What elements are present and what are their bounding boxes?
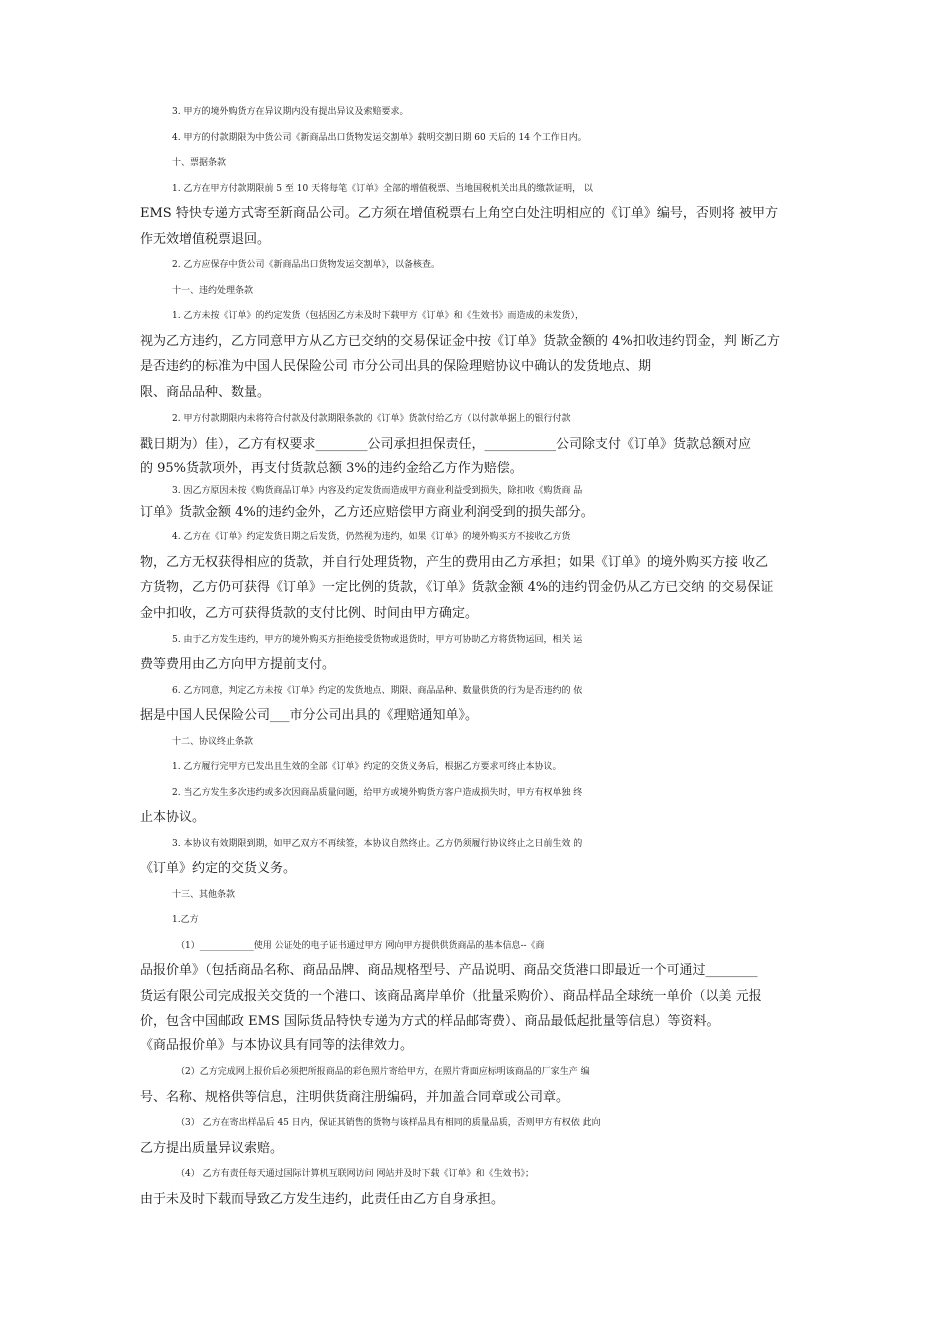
text-line: （2）乙方完成网上报价后必须把所报商品的彩色照片寄给甲方，在照片背面应标明该商品的厂家生产 编 [176,1067,590,1077]
text-line: 4. 甲方的付款期限为中货公司《新商品出口货物发运交割单》载明交割日期 60 天后的 14 个工作日内。 [172,133,587,143]
text-line: 6. 乙方同意，判定乙方未按《订单》约定的发货地点、期限、商品品种、数量供货的行为是否违约的 依 [172,686,583,696]
text-line: EMS 特快专递方式寄至新商品公司。乙方须在增值税票右上角空白处注明相应的《订单》编号，否则将 被甲方 [140,206,778,221]
text-line: 的 95%货款项外，再支付货款总额 3%的违约金给乙方作为赔偿。 [140,461,523,476]
text-line: 2. 甲方付款期限内未将符合付款及付款期限条款的《订单》货款付给乙方（以付款单据上的银行付款 [172,414,571,424]
text-line: 作无效增值税票退回。 [140,232,271,247]
text-line: 3. 本协议有效期限到期，如甲乙双方不再续签，本协议自然终止。乙方仍须履行协议终止之日前生效 的 [172,839,583,849]
text-line: （4） 乙方有责任每天通过国际计算机互联网访问 网站并及时下载《订单》和《生效书》； [176,1169,534,1179]
text-line: 据是中国人民保险公司___市分公司出具的《理赔通知单》。 [140,708,479,723]
text-line: 货运有限公司完成报关交货的一个港口、该商品离岸单价（批量采购价）、商品样品全球统一单价（以美 元报 [140,989,762,1004]
section-heading: 十三、其他条款 [172,890,236,900]
text-line: 戳日期为）佳），乙方有权要求________公司承担担保责任，___________公司除支付《订单》货款总额对应 [140,437,752,452]
text-line: （1）____________使用 公证处的电子证书通过甲方 网向甲方提供供货商品的基本信息--《商 [176,941,545,951]
section-heading: 十、票据条款 [172,158,227,168]
text-line: 是否违约的标准为中国人民保险公司 市分公司出具的保险理赔协议中确认的发货地点、期 [140,359,652,374]
text-line: 1.乙方 [172,915,199,925]
text-line: 方货物，乙方仍可获得《订单》一定比例的货款，《订单》货款金额 4%的违约罚金仍从乙方已交纳 的交易保证 [140,580,774,595]
text-line: 《商品报价单》与本协议具有同等的法律效力。 [140,1038,414,1053]
text-line: 订单》货款金额 4%的违约金外，乙方还应赔偿甲方商业利润受到的损失部分。 [140,505,594,520]
text-line: 品报价单》（包括商品名称、商品品牌、商品规格型号、产品说明、商品交货港口即最近一个可通过________ [140,963,758,978]
text-line: 1. 乙方在甲方付款期限前 5 至 10 天将每笔《订单》全部的增值税票、当地国税机关出具的缴款证明， 以 [172,184,593,194]
text-line: 止本协议。 [140,810,206,825]
text-line: 金中扣收，乙方可获得货款的支付比例、时间由甲方确定。 [140,606,479,621]
text-line: 乙方提出质量异议索赔。 [140,1141,284,1156]
text-line: 号、名称、规格供等信息，注明供货商注册编码，并加盖合同章或公司章。 [140,1090,570,1105]
text-line: 由于未及时下载而导致乙方发生违约，此责任由乙方自身承担。 [140,1192,505,1207]
text-line: 4. 乙方在《订单》约定发货日期之后发货，仍然视为违约，如果《订单》的境外购买方不接收乙方货 [172,532,571,542]
section-heading: 十一、违约处理条款 [172,286,254,296]
text-line: （3） 乙方在寄出样品后 45 日内，保证其销售的货物与该样品具有相同的质量品质，否则甲方有权依 此向 [176,1118,601,1128]
text-line: 5. 由于乙方发生违约，甲方的境外购买方拒绝接受货物或退货时，甲方可协助乙方将货物运回，相关 运 [172,635,583,645]
text-line: 3. 因乙方原因未按《购货商品订单》内容及约定发货而造成甲方商业利益受到损失，除扣收《购货商 品 [172,486,583,496]
text-line: 《订单》约定的交货义务。 [140,861,297,876]
text-line: 费等费用由乙方向甲方提前支付。 [140,657,336,672]
text-line: 2. 乙方应保存中货公司《新商品出口货物发运交割单》，以备核查。 [172,260,440,270]
text-line: 价，包含中国邮政 EMS 国际货品特快专递为方式的样品邮寄费）、商品最低起批量等信息）等资料。 [140,1014,720,1029]
text-line: 限、商品品种、数量。 [140,385,271,400]
text-line: 1. 乙方未按《订单》的约定发货（包括因乙方未及时下载甲方《订单》和《生效书》而造成的未发货）， [172,311,584,321]
text-line: 物，乙方无权获得相应的货款，并自行处理货物，产生的费用由乙方承担；如果《订单》的境外购买方接 收乙 [140,555,769,570]
text-line: 2. 当乙方发生多次违约或多次因商品质量问题，给甲方或境外购货方客户造成损失时，甲方有权单独 终 [172,788,583,798]
text-line: 1. 乙方履行完甲方已发出且生效的全部《订单》约定的交货义务后，根据乙方要求可终止本协议。 [172,762,562,772]
text-line: 3. 甲方的境外购货方在异议期内没有提出异议及索赔要求。 [172,107,409,117]
section-heading: 十二、协议终止条款 [172,737,254,747]
text-line: 视为乙方违约，乙方同意甲方从乙方已交纳的交易保证金中按《订单》货款金额的 4%扣收违约罚金，判 断乙方 [140,334,780,349]
